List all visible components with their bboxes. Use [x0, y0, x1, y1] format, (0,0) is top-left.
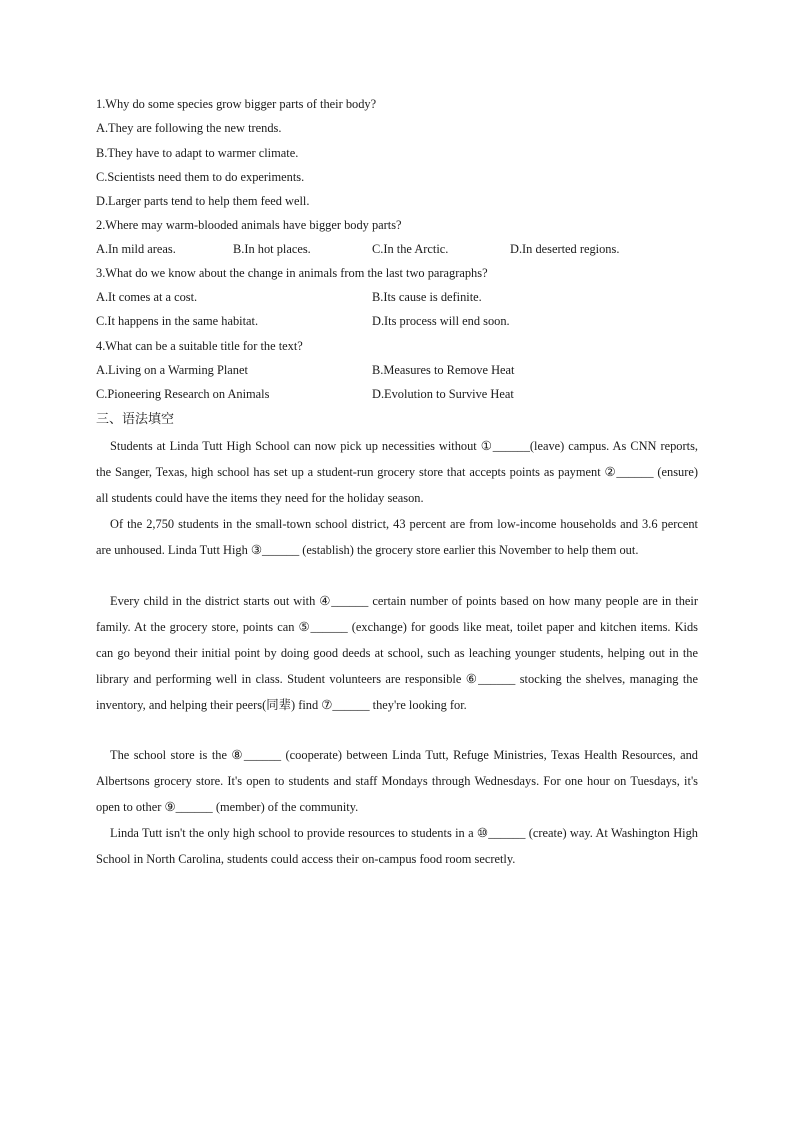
paragraph-4: The school store is the ⑧______ (cooperate) between Linda Tutt, Refuge Ministries, Texas Health Resources, and Albertsons grocery store. It's open to students and staff Mondays through Wednesdays. For one hour on Tuesdays, it's open to other ⑨______ (member) of the community.	[96, 748, 698, 814]
question-4-option-d: D.Evolution to Survive Heat	[372, 387, 514, 401]
question-1-stem: 1.Why do some species grow bigger parts of their body?	[96, 97, 377, 111]
question-4-option-c: C.Pioneering Research on Animals	[96, 387, 270, 401]
question-1-option-a: A.They are following the new trends.	[96, 121, 282, 135]
question-2-option-c: C.In the Arctic.	[372, 242, 449, 256]
question-1-option-d: D.Larger parts tend to help them feed well.	[96, 194, 310, 208]
paragraph-3: Every child in the district starts out with ④______ certain number of points based on how many people are in their family. At the grocery store, points can ⑤______ (exchange) for goods like meat, toilet paper and kitchen items. Kids can go beyond their initial point by doing good deeds at school, such as leaching younger students, helping out in the library and performing well in class. Student volunteers are responsible ⑥______ stocking the shelves, managing the inventory, and helping their peers(同辈) find ⑦______ they're looking for.	[96, 594, 698, 712]
question-3-option-d: D.Its process will end soon.	[372, 314, 510, 328]
section-title: 三、语法填空	[96, 412, 175, 427]
question-2-stem: 2.Where may warm-blooded animals have bigger body parts?	[96, 218, 402, 232]
paragraph-2: Of the 2,750 students in the small-town school district, 43 percent are from low-income households and 3.6 percent are unhoused. Linda Tutt High ③______ (establish) the grocery store earlier this November to help them out.	[96, 517, 698, 557]
question-4-option-b: B.Measures to Remove Heat	[372, 363, 515, 377]
paragraph-1: Students at Linda Tutt High School can now pick up necessities without ①______(leave) campus. As CNN reports, the Sanger, Texas, high school has set up a student-run grocery store that accepts points as payment ②______ (ensure) all students could have the items they need for the holiday season.	[96, 439, 698, 505]
question-4-stem: 4.What can be a suitable title for the text?	[96, 339, 303, 353]
question-3-stem: 3.What do we know about the change in animals from the last two paragraphs?	[96, 266, 488, 280]
question-4-option-a: A.Living on a Warming Planet	[96, 363, 248, 377]
question-2-option-d: D.In deserted regions.	[510, 242, 620, 256]
question-2-option-b: B.In hot places.	[233, 242, 311, 256]
question-1-option-b: B.They have to adapt to warmer climate.	[96, 146, 299, 160]
paragraph-5: Linda Tutt isn't the only high school to provide resources to students in a ⑩______ (create) way. At Washington High School in North Carolina, students could access their on-campus food room secretly.	[96, 826, 698, 866]
question-3-option-c: C.It happens in the same habitat.	[96, 314, 259, 328]
question-3-option-a: A.It comes at a cost.	[96, 290, 198, 304]
question-3-option-b: B.Its cause is definite.	[372, 290, 482, 304]
question-2-option-a: A.In mild areas.	[96, 242, 176, 256]
question-1-option-c: C.Scientists need them to do experiments.	[96, 170, 305, 184]
